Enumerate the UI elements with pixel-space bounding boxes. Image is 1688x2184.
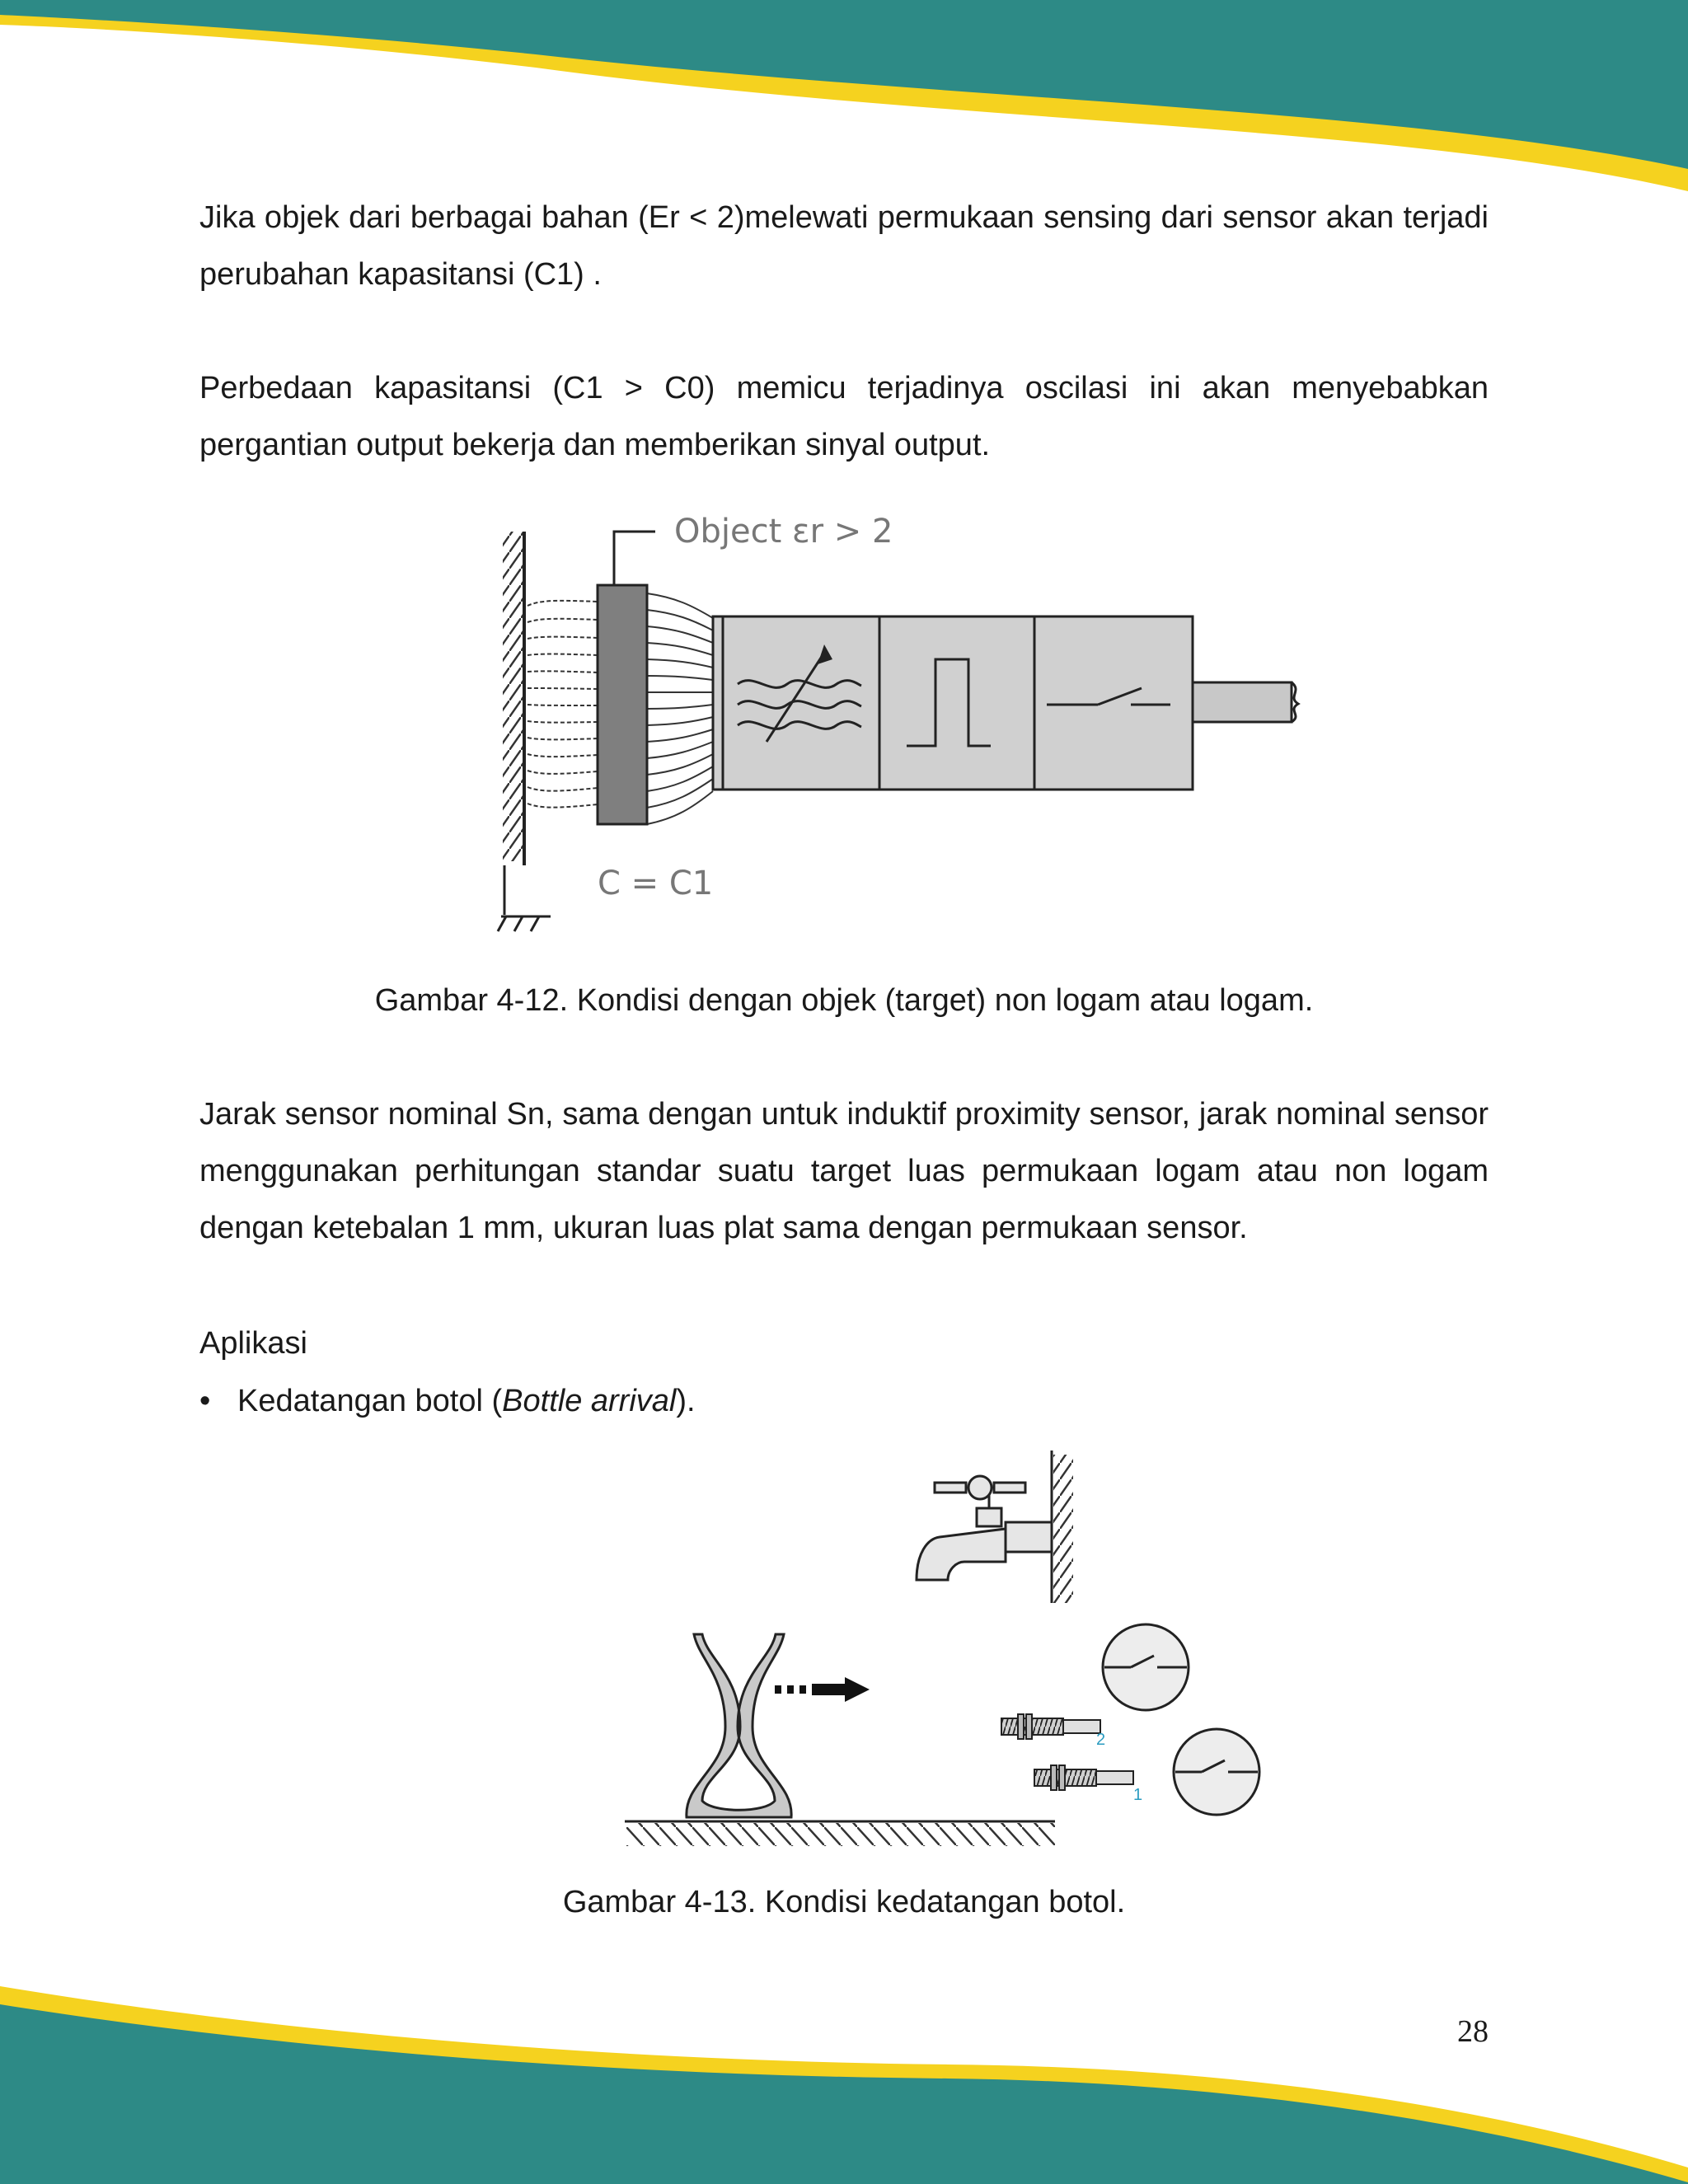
bullet-dot-icon: • — [199, 1384, 211, 1418]
capacitance-label: C = C1 — [598, 865, 714, 902]
water-tap-icon — [917, 1476, 1052, 1580]
proximity-sensor-1 — [1034, 1765, 1133, 1790]
target-object-plate — [598, 585, 647, 824]
bottle-icon — [687, 1634, 791, 1817]
paragraph-oscillation-output: Perbedaan kapasitansi (C1 > C0) memicu terjadinya oscilasi ini akan menyebabkan pergantian output bekerja dan memberikan sinyal output. — [199, 371, 1489, 462]
figure-caption-4-12: Gambar 4-12. Kondisi dengan objek (target) non logam atau logam. — [374, 983, 1314, 1018]
floor-hatching — [626, 1823, 1055, 1846]
electric-field-lines-left — [528, 601, 598, 808]
sensor-number-2: 2 — [1096, 1731, 1106, 1749]
bullet-text-end: ). — [676, 1384, 696, 1418]
motion-arrow-icon — [775, 1677, 870, 1702]
bullet-item-bottle-arrival — [199, 1380, 696, 1422]
sensor-number-1: 1 — [1133, 1786, 1143, 1804]
page-number: 28 — [1457, 2014, 1489, 2049]
bullet-text-italic: Bottle arrival — [502, 1384, 677, 1418]
object-label: Object εr > 2 — [674, 513, 893, 551]
capacitive-sensor-diagram — [486, 503, 1327, 940]
bullet-text-start: Kedatangan botol ( — [237, 1384, 503, 1418]
proximity-sensor-2 — [1001, 1714, 1100, 1739]
switch-indicator-1-icon — [1174, 1729, 1259, 1815]
trigger-block — [879, 616, 1034, 790]
switch-indicator-2-icon — [1103, 1624, 1189, 1710]
bottle-arrival-diagram — [610, 1446, 1269, 1858]
output-switch-block — [1034, 616, 1193, 790]
wall-hatching — [1053, 1455, 1073, 1603]
figure-caption-4-13: Gambar 4-13. Kondisi kedatangan botol. — [562, 1885, 1126, 1919]
paragraph-capacitance-change: Jika objek dari berbagai bahan (Er < 2)melewati permukaan sensing dari sensor akan terjadi perubahan kapasitansi (C1) . — [199, 200, 1489, 292]
header-wave-decoration — [0, 0, 1688, 214]
wall-hatching — [503, 532, 523, 861]
footer-wave-decoration — [0, 1961, 1688, 2184]
electric-field-lines-right — [647, 593, 713, 824]
sensor-cable — [1193, 682, 1292, 722]
section-heading-aplikasi: Aplikasi — [199, 1326, 307, 1361]
paragraph-nominal-distance: Jarak sensor nominal Sn, sama dengan untuk induktif proximity sensor, jarak nominal sensor menggunakan perhitungan standar suatu target luas permukaan logam atau non logam dengan ketebalan 1 mm, ukuran luas plat sama dengan permukaan sensor. — [199, 1097, 1489, 1245]
